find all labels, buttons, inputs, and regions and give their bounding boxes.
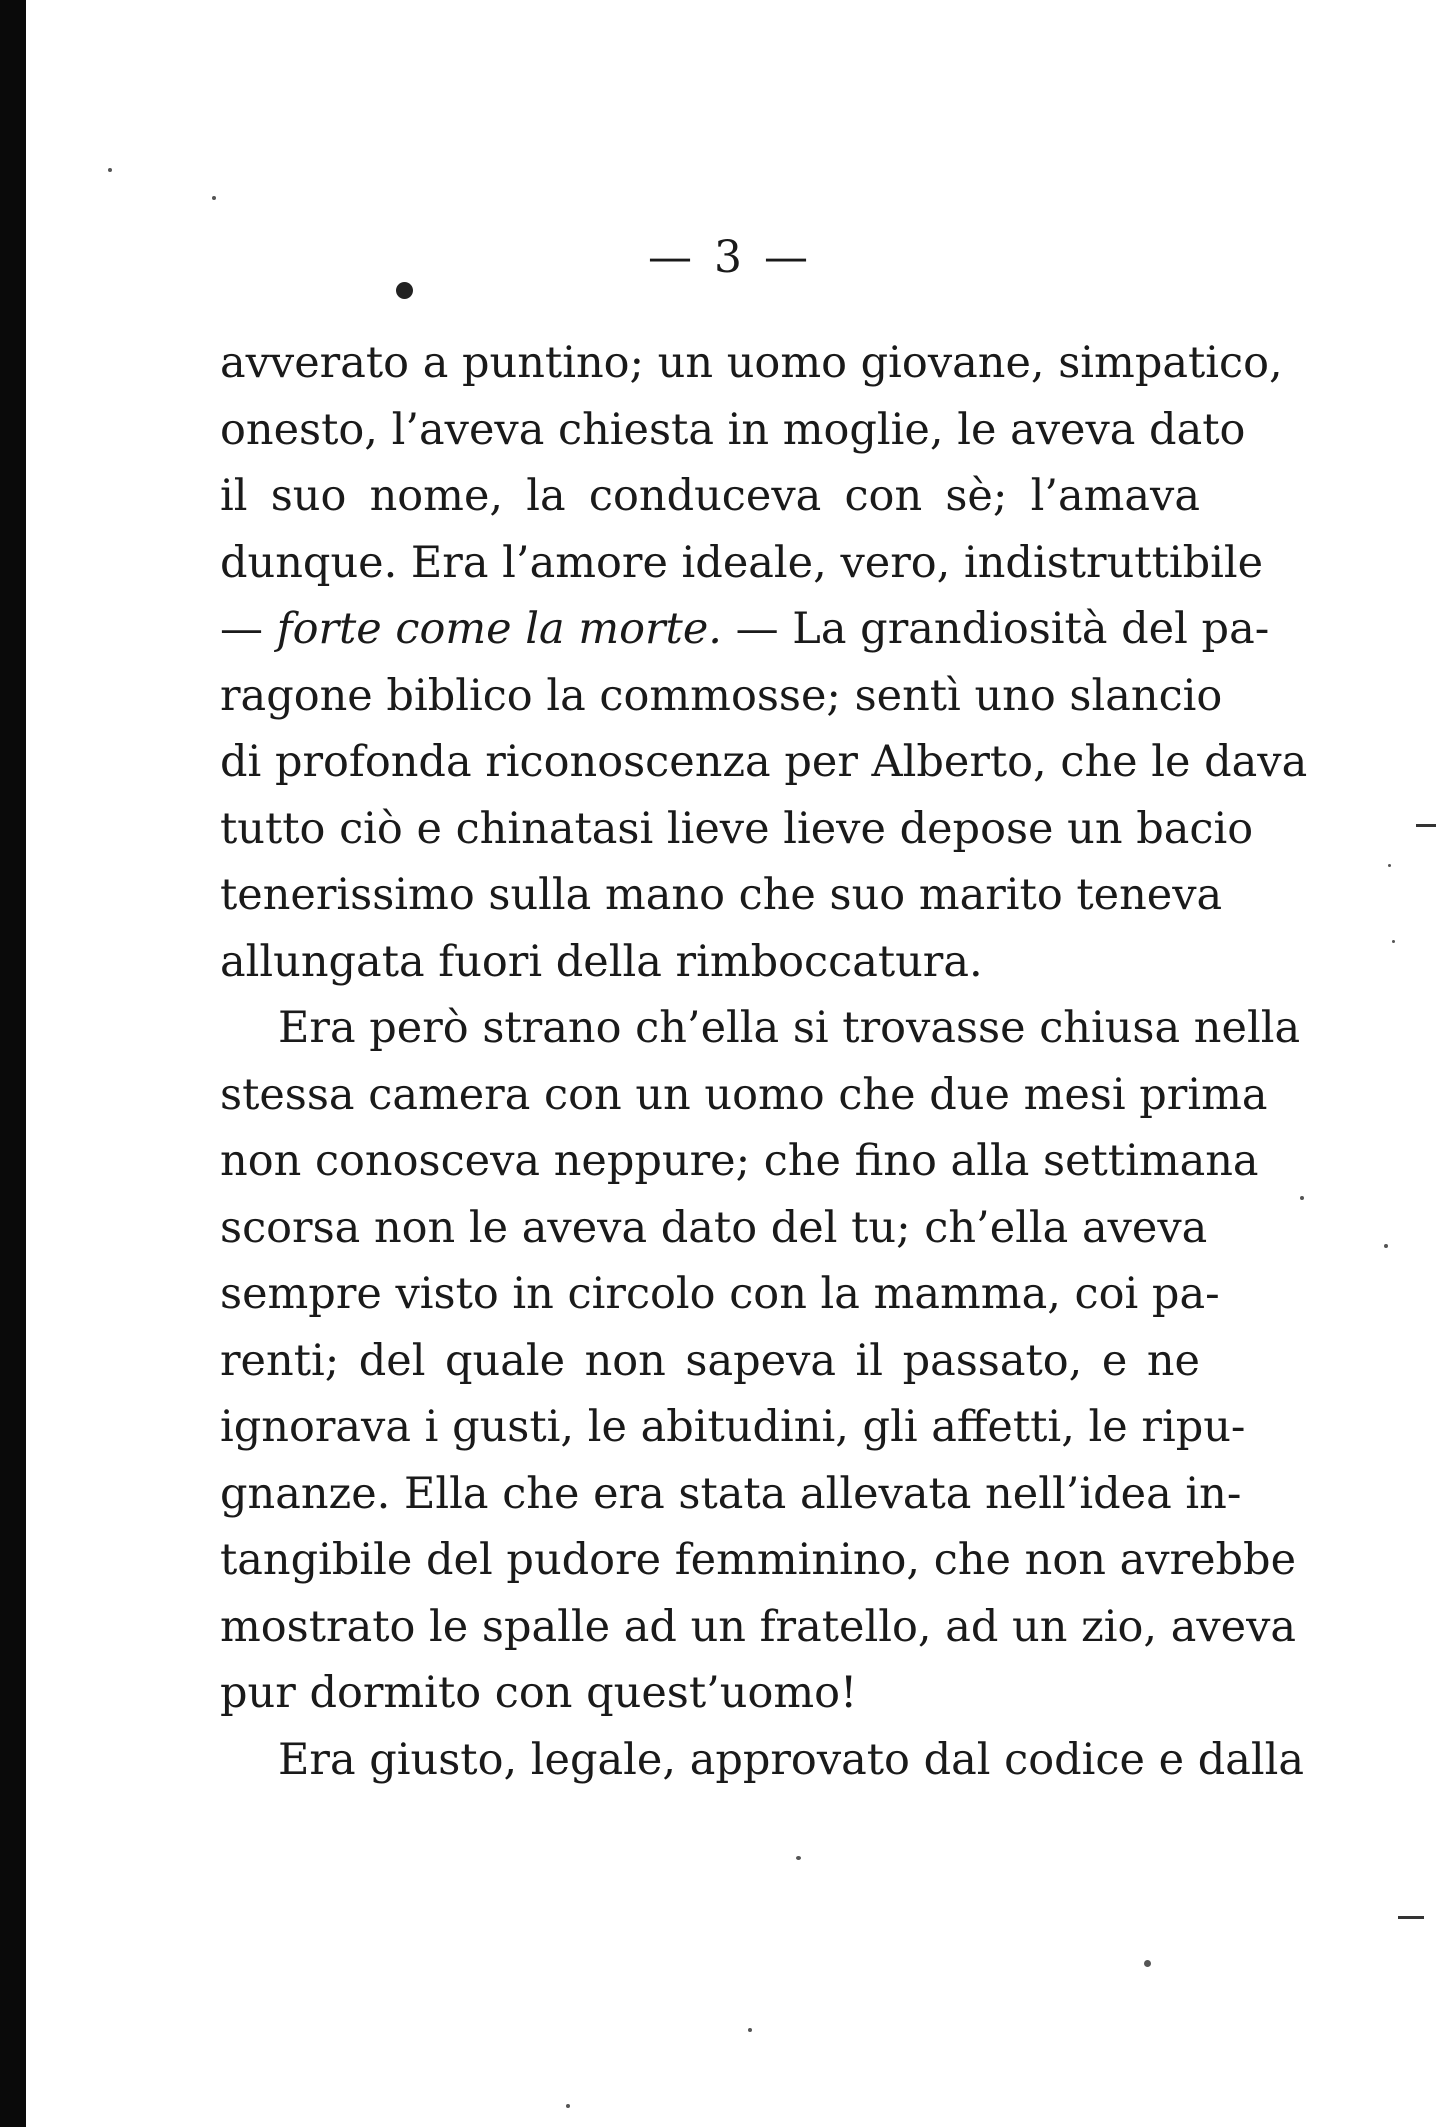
- scan-speck: [1144, 1960, 1151, 1967]
- scan-speck: [796, 1856, 801, 1860]
- text-line: ragone biblico la commosse; sentì uno slancio: [220, 670, 1223, 721]
- text-line: dunque. Era l’amore ideale, vero, indistruttibile: [220, 537, 1264, 588]
- text-line: ignorava i gusti, le abitudini, gli affetti, le ripu-: [220, 1402, 1246, 1452]
- text-line: onesto, l’aveva chiesta in moglie, le aveva dato: [220, 404, 1246, 455]
- scan-speck: [566, 2104, 570, 2108]
- text-line: scorsa non le aveva dato del tu; ch’ella aveva: [220, 1202, 1208, 1253]
- text-line: sempre visto in circolo con la mamma, coi pa-: [220, 1269, 1220, 1319]
- text-line: mostrato le spalle ad un fratello, ad un zio, aveva: [220, 1601, 1297, 1652]
- text-line: tutto ciò e chinatasi lieve lieve depose un bacio: [220, 803, 1254, 854]
- scan-speck: [748, 2028, 752, 2032]
- text-segment: —: [220, 604, 277, 654]
- text-line: gnanze. Ella che era stata allevata nell’idea in-: [220, 1468, 1242, 1519]
- text-line: tangibile del pudore femminino, che non avrebbe: [220, 1535, 1297, 1585]
- scan-speck: [108, 168, 112, 172]
- text-line: tenerissimo sulla mano che suo marito teneva: [220, 870, 1223, 920]
- paragraph-1: [220, 330, 1308, 995]
- ink-blot: [396, 282, 413, 299]
- text-line: Era giusto, legale, approvato dal codice e dalla: [278, 1734, 1305, 1785]
- text-line: allungata fuori della rimboccatura.: [220, 936, 983, 987]
- paragraph-2: [220, 995, 1301, 1727]
- text-segment: — La grandiosità del pa-: [721, 604, 1270, 654]
- text-line: Era però strano ch’ella si trovasse chiusa nella: [278, 1003, 1301, 1053]
- text-line: avverato a puntino; un uomo giovane, simpatico,: [220, 338, 1283, 388]
- scan-mark: [1416, 824, 1436, 827]
- text-line: stessa camera con un uomo che due mesi prima: [220, 1069, 1268, 1120]
- paragraph-3: [220, 1727, 1305, 1794]
- scan-speck: [212, 196, 216, 200]
- text-line: pur dormito con quest’uomo!: [220, 1668, 858, 1718]
- text-line: renti; del quale non sapeva il passato, e ne: [220, 1335, 1200, 1386]
- text-line: non conosceva neppure; che fino alla settimana: [220, 1136, 1259, 1186]
- text-line: il suo nome, la conduceva con sè; l’amava: [220, 471, 1200, 521]
- text-line-with-italic: [220, 596, 1270, 663]
- scan-speck: [1384, 1244, 1388, 1248]
- scan-speck: [1392, 940, 1395, 943]
- binding-shadow: [0, 0, 26, 2127]
- page-number: — 3 —: [648, 232, 812, 283]
- scan-mark: [1398, 1916, 1424, 1919]
- text-line: di profonda riconoscenza per Alberto, che le dava: [220, 737, 1308, 787]
- scan-speck: [1388, 864, 1391, 867]
- scan-speck: [1300, 1196, 1304, 1200]
- body-text: [220, 330, 1308, 1793]
- italic-quote: forte come la morte.: [276, 604, 722, 654]
